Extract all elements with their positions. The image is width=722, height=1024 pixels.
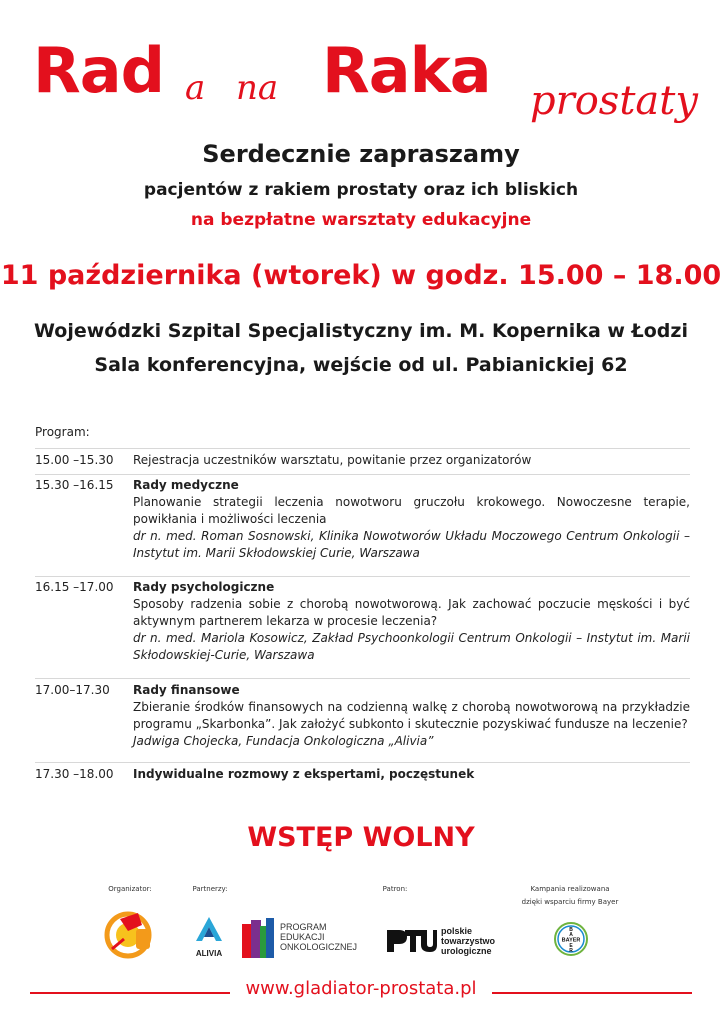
- campaign-label-line2: dzięki wsparciu firmy Bayer: [521, 898, 619, 906]
- ptu-line-3: urologiczne: [441, 946, 492, 956]
- program-speaker: dr n. med. Roman Sosnowski, Klinika Nowotworów Układu Moczowego Centrum Onkologii – Instytut im. Marii Skłodowskiej Curie, Warszawa: [133, 529, 690, 560]
- program-description: Rejestracja uczestników warsztatu, powitanie przez organizatorów: [133, 453, 532, 467]
- program-description: Zbieranie środków finansowych na codzienną walkę z chorobą nowotworową na przykładzie programu „Skarbonka”. Jak założyć subkonto i skutecznie pozyskiwać fundusze na leczenie?: [133, 700, 690, 731]
- event-date: 11 października (wtorek) w godz. 15.00 – 18.00: [0, 260, 722, 291]
- pe-line-2: EDUKACJI: [280, 932, 325, 942]
- program-title: Indywidualne rozmowy z ekspertami, poczęstunek: [133, 767, 475, 781]
- program-description: Sposoby radzenia sobie z chorobą nowotworową. Jak zachować poczucie męskości i być aktywnym partnerem lekarza w procesie leczenia?: [133, 597, 690, 628]
- event-room: Sala konferencyjna, wejście od ul. Pabianickiej 62: [94, 354, 628, 376]
- logo-word-raka: Raka: [322, 34, 491, 107]
- program-time: 15.30 –16.15: [35, 478, 114, 492]
- svg-text:B: B: [569, 927, 573, 933]
- alivia-name: ALIVIA: [195, 949, 223, 958]
- invitation-event-type: na bezpłatne warsztaty edukacyjne: [190, 210, 532, 230]
- patron-label: Patron:: [382, 885, 408, 893]
- svg-text:BAYER: BAYER: [561, 937, 581, 944]
- program-speaker: dr n. med. Mariola Kosowicz, Zakład Psychoonkologii Centrum Onkologii – Instytut im. Marii Skłodowskiej-Curie, Warszawa: [133, 631, 690, 662]
- program-speaker: Jadwiga Chojecka, Fundacja Onkologiczna „Alivia”: [133, 734, 434, 748]
- alivia-logo: [188, 915, 230, 959]
- invitation-audience: pacjentów z rakiem prostaty oraz ich bliskich: [143, 180, 579, 200]
- bayer-logo: [553, 921, 589, 957]
- svg-text:E: E: [569, 943, 573, 949]
- program-divider: [35, 762, 690, 763]
- pe-line-1: PROGRAM: [280, 922, 327, 932]
- svg-text:A: A: [569, 932, 573, 938]
- program-divider: [35, 474, 690, 475]
- logo-word-a: a: [185, 68, 206, 108]
- program-edukacji-logo: [240, 916, 358, 962]
- svg-text:R: R: [569, 948, 573, 954]
- invitation-heading: Serdecznie zapraszamy: [202, 140, 520, 168]
- program-divider: [35, 576, 690, 577]
- logo-word-na: na: [236, 68, 279, 108]
- program-title: Rady finansowe: [133, 683, 240, 697]
- program-time: 15.00 –15.30: [35, 453, 114, 467]
- website-link[interactable]: www.gladiator-prostata.pl: [245, 978, 477, 999]
- logo-word-rad: Rad: [33, 34, 164, 107]
- program-divider: [35, 448, 690, 449]
- program-time: 16.15 –17.00: [35, 580, 114, 594]
- logo-word-prostaty: prostaty: [530, 78, 698, 124]
- program-title: Rady medyczne: [133, 478, 239, 492]
- pe-line-3: ONKOLOGICZNEJ: [280, 942, 358, 952]
- program-title: Rady psychologiczne: [133, 580, 275, 594]
- campaign-logo: [0, 30, 722, 124]
- program-divider: [35, 678, 690, 679]
- program-label: Program:: [35, 425, 90, 439]
- ptu-line-1: polskie: [441, 926, 473, 936]
- program-time: 17.30 –18.00: [35, 767, 114, 781]
- campaign-label-line1: Kampania realizowana: [530, 885, 610, 893]
- program-time: 17.00–17.30: [35, 683, 110, 697]
- free-entry-heading: WSTĘP WOLNY: [247, 822, 475, 853]
- ptu-logo: [385, 924, 497, 958]
- event-venue: Wojewódzki Szpital Specjalistyczny im. M. Kopernika w Łodzi: [34, 320, 688, 342]
- partners-label: Partnerzy:: [192, 885, 228, 893]
- gladiator-logo: [98, 905, 160, 961]
- organizer-label: Organizator:: [108, 885, 152, 893]
- program-description: Planowanie strategii leczenia nowotworu gruczołu krokowego. Nowoczesne terapie, powikłania i możliwości leczenia: [133, 495, 690, 526]
- ptu-line-2: towarzystwo: [441, 936, 496, 946]
